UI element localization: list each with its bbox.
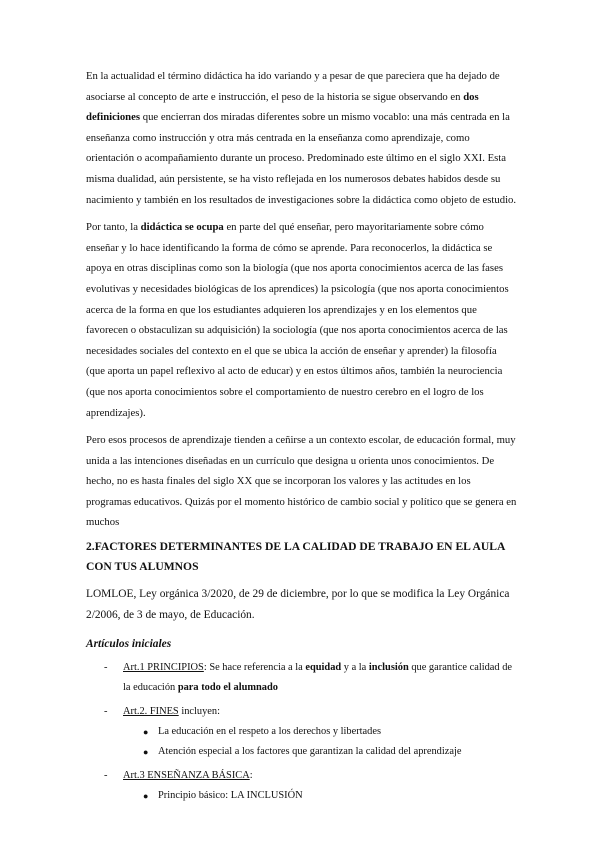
bold-text: para todo el alumnado	[177, 682, 278, 694]
bullet-icon: ●	[143, 747, 149, 758]
dash-marker: -	[104, 706, 108, 718]
text: que garantice calidad de la educación	[123, 662, 513, 694]
bold-text: didáctica se ocupa	[140, 221, 224, 234]
bullet-item	[86, 722, 518, 742]
document-body	[86, 66, 518, 808]
article-3-link[interactable]: Art.3 ENSEÑANZA BÁSICA	[123, 770, 250, 782]
paragraph-didactica-scope	[86, 217, 518, 423]
section-heading: 2.FACTORES DETERMINANTES DE LA CALIDAD DE TRABAJO EN EL AULA CON TUS ALUMNOS	[86, 540, 505, 574]
paragraph-learning-processes: Pero esos procesos de aprendizaje tienden a ceñirse a un contexto escolar, de educación formal, muy unida a las intenciones diseñadas en un currículo que designa u orienta unos conocimientos. De hecho, no es hasta finales del siglo XX que se incorporan los valores y las actitudes en los programas educativos. Quizás por el momento histórico de cambio social y político que se genera en muchos	[86, 434, 517, 529]
bold-text: equidad	[305, 662, 342, 674]
article-3-subitems	[86, 786, 518, 806]
article-item-3	[86, 766, 518, 786]
text: que encierran dos miradas diferentes sobre un mismo vocablo: una más centrada en la enseñanza como instrucción y otra más centrada en la enseñanza como aprendizaje, como orientación o acompañamiento durante un proceso. Predominado este último en el siglo XXI. Esta misma dualidad, aún persistente, se ha visto reflejada en los numerosos debates habidos desde su nacimiento y también en los resultados de investigaciones sobre la didáctica como objeto de estudio.	[86, 111, 517, 206]
article-2-subitems	[86, 722, 518, 762]
lomloe-paragraph: LOMLOE, Ley orgánica 3/2020, de 29 de diciembre, por lo que se modifica la Ley Orgánica 2/2006, de 3 de mayo, de Educación.	[86, 588, 510, 622]
text: : Se hace referencia a la	[203, 662, 306, 674]
article-2-link[interactable]: Art.2. FINES	[123, 706, 179, 718]
bullet-list	[86, 722, 518, 762]
paragraph-didactica-definition	[86, 66, 518, 210]
dash-marker: -	[104, 662, 108, 674]
bullet-item	[86, 742, 518, 762]
bullet-icon: ●	[143, 791, 149, 802]
text: :	[249, 770, 253, 782]
bullet-item	[86, 786, 518, 806]
dash-marker: -	[104, 770, 108, 782]
bullet-icon: ●	[143, 727, 149, 738]
article-item-1	[86, 658, 518, 698]
text: y a la	[341, 662, 369, 674]
bold-text: dos definiciones	[86, 90, 479, 124]
bullet-text: Principio básico: LA INCLUSIÓN	[158, 790, 303, 802]
text: incluyen:	[178, 706, 220, 718]
text: en parte del qué enseñar, pero mayoritariamente sobre cómo enseñar y lo hace identificando la forma de cómo se aprende. Para reconocerlos, la didáctica se apoya en otras disciplinas como son la biología (que nos aporta conocimientos acerca de las fases evolutivas y necesidades biológicas de los aprendices) la psicología (que nos aporta conocimientos acerca de la forma en que los estudiantes adquieren los aprendizajes y en los elementos que favorecen o obstaculizan su adquisición) la sociología (que nos aporta conocimientos acerca de las necesidades sociales del contexto en el que se ubica la acción de enseñar y aprender) la filosofía (que aporta un papel reflexivo al acto de educar) y en estos últimos años, también la neurociencia (que nos aporta conocimientos sobre el comportamiento de nuestro cerebro en el logro de los aprendizajes).	[86, 221, 509, 419]
bullet-list	[86, 786, 518, 806]
text: Por tanto, la	[86, 221, 141, 234]
articles-list	[86, 658, 518, 806]
bullet-text: Atención especial a los factores que garantizan la calidad del aprendizaje	[158, 746, 462, 758]
articulos-title: Artículos iniciales	[86, 638, 172, 651]
bullet-text: La educación en el respeto a los derechos y libertades	[158, 726, 382, 738]
text: En la actualidad el término didáctica ha ido variando y a pesar de que pareciera que ha dejado de asociarse al concepto de arte e instrucción, el peso de la historia se sigue observando en	[86, 70, 500, 103]
article-item-2	[86, 702, 518, 722]
bold-text: inclusión	[368, 662, 409, 674]
article-1-link[interactable]: Art.1 PRINCIPIOS	[123, 662, 204, 674]
